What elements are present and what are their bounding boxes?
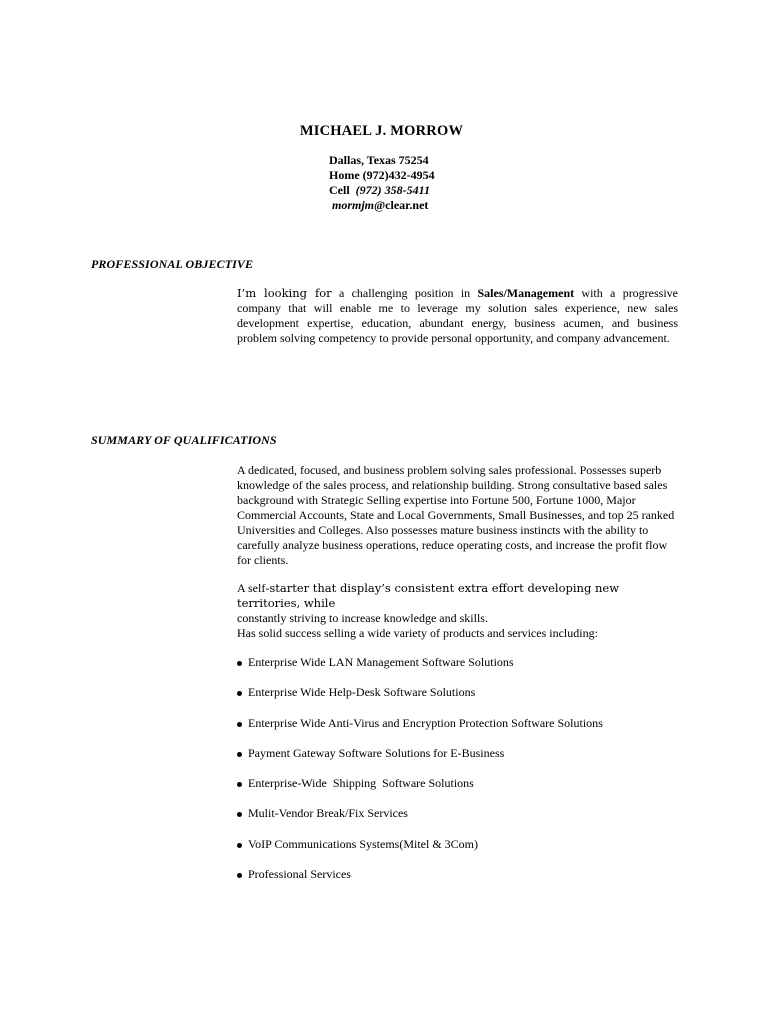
summary-p2-end: constantly striving to increase knowledge and skills. — [237, 611, 488, 625]
bullet-icon — [237, 873, 242, 878]
list-item — [237, 806, 678, 836]
list-item — [237, 746, 678, 776]
candidate-name: MICHAEL J. MORROW — [299, 123, 464, 139]
bullet-icon — [237, 843, 242, 848]
product-list — [237, 655, 678, 897]
bullet-icon — [237, 812, 242, 817]
list-item-text: Enterprise Wide Help-Desk Software Solutions — [248, 685, 476, 700]
bullet-icon — [237, 661, 242, 666]
objective-bold-role: Sales/Management — [477, 286, 575, 300]
bullet-icon — [237, 752, 242, 757]
address: Dallas, Texas 75254 — [329, 153, 429, 167]
email-user: mormjm — [332, 198, 375, 212]
cell-phone — [329, 183, 435, 198]
list-item — [237, 716, 678, 746]
list-item-text: Mulit-Vendor Break/Fix Services — [248, 806, 408, 821]
objective-pre-bold: a challenging position in — [331, 286, 478, 300]
list-item — [237, 776, 678, 806]
list-item-text: Professional Services — [248, 867, 351, 882]
list-item — [237, 655, 678, 685]
objective-intro: I’m looking for — [237, 286, 332, 300]
summary-p2-start: A self- — [237, 581, 270, 595]
objective-paragraph — [237, 286, 678, 346]
home-phone: Home (972)432-4954 — [329, 168, 435, 182]
summary-paragraph-3: Has solid success selling a wide variety of products and services including: — [237, 626, 598, 640]
objective-heading: PROFESSIONAL OBJECTIVE — [91, 257, 254, 271]
summary-heading: SUMMARY OF QUALIFICATIONS — [91, 433, 277, 447]
summary-paragraph-1: A dedicated, focused, and business problem solving sales professional. Possesses superb knowledge of the sales process, and relationship building. Strong consultative based sales background with Strategic Selling expertise into Fortune 500, Fortune 1000, Major Commercial Accounts, State and Local Governments, Small Businesses, and top 25 ranked Universities and Colleges. Also possesses mature business instincts with the ability to carefully analyze business operations, reduce operating costs, and increase the profit flow for clients. — [237, 463, 675, 567]
email[interactable] — [329, 198, 435, 213]
objective-rest: with a progressive company that will enable me to leverage my solution sales experience, new sales development expertise, education, abundant energy, business acumen, and business problem solving competency to provide personal opportunity, and company advancement. — [237, 286, 679, 345]
list-item-text: Enterprise-Wide Shipping Software Solutions — [248, 776, 474, 791]
cell-number: (972) 358-5411 — [355, 183, 430, 197]
summary-p2-alt: starter that display’s consistent extra effort developing new territories, while — [237, 581, 620, 610]
list-item-text: VoIP Communications Systems(Mitel & 3Com) — [248, 836, 479, 851]
bullet-icon — [237, 691, 242, 696]
list-item — [237, 867, 678, 897]
summary-paragraph-2 — [237, 581, 678, 626]
bullet-icon — [237, 722, 242, 727]
bullet-icon — [237, 782, 242, 787]
list-item — [237, 685, 678, 715]
email-domain: @clear.net — [374, 198, 429, 212]
list-item-text: Enterprise Wide Anti-Virus and Encryption Protection Software Solutions — [248, 715, 603, 730]
list-item — [237, 837, 678, 867]
cell-label: Cell — [329, 183, 350, 197]
list-item-text: Payment Gateway Software Solutions for E-Business — [248, 745, 505, 760]
list-item-text: Enterprise Wide LAN Management Software Solutions — [248, 655, 514, 669]
contact-block — [329, 153, 435, 213]
